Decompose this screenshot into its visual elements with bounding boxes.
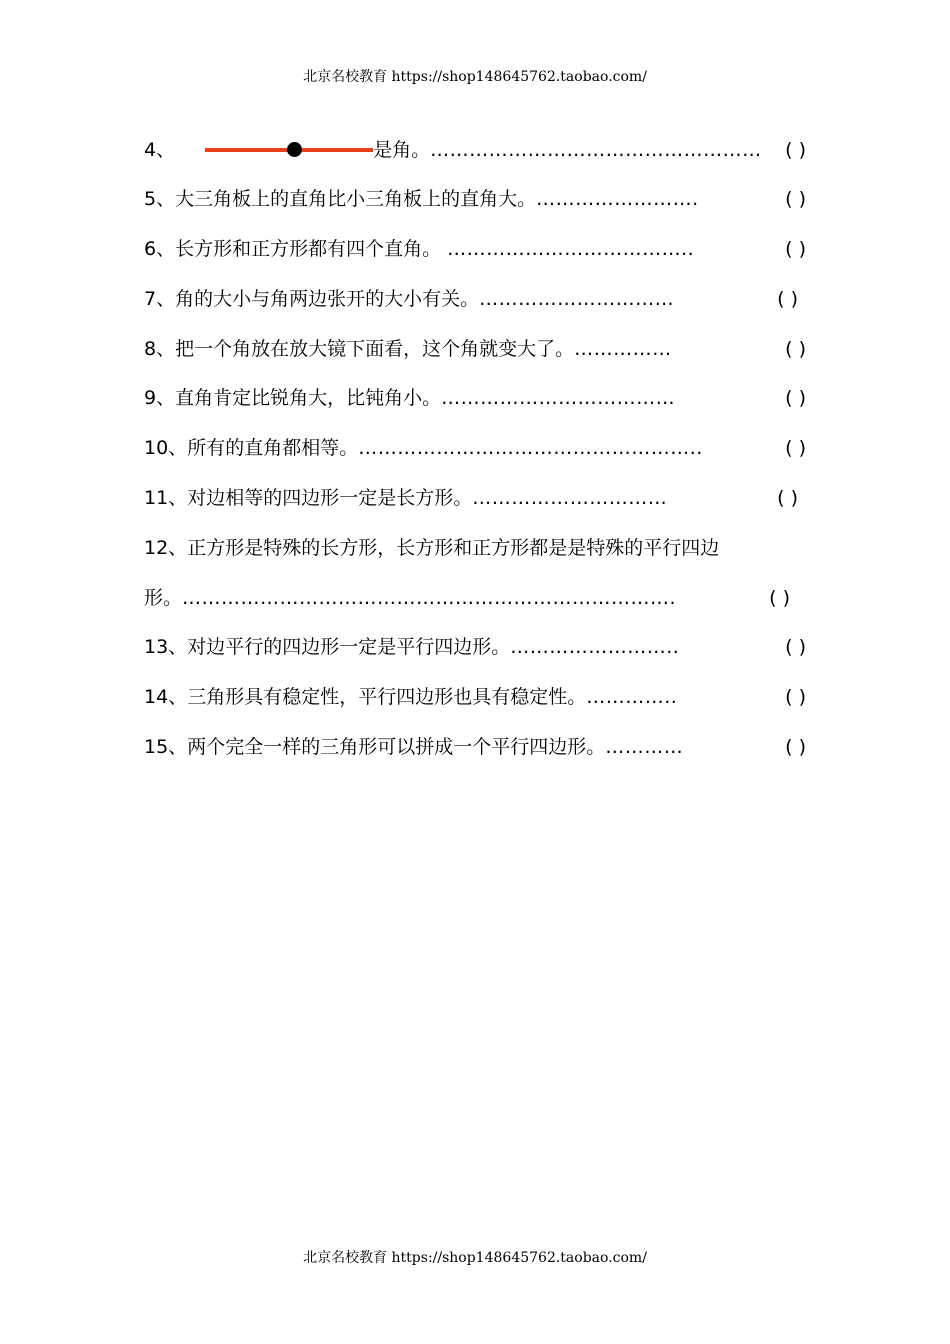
- answer-blank[interactable]: ( ): [785, 736, 806, 758]
- question-number: 10、: [144, 437, 188, 459]
- question-7: [144, 286, 806, 312]
- question-text: 直角肯定比锐角大，比钝角小。: [175, 387, 442, 409]
- leader-dots: ……………………..: [510, 636, 680, 658]
- question-text: 两个完全一样的三角形可以拼成一个平行四边形。: [187, 736, 606, 758]
- question-15: [144, 734, 806, 760]
- endpoint-dot: [287, 142, 302, 157]
- answer-blank[interactable]: ( ): [777, 487, 798, 509]
- question-text: 形。: [144, 587, 183, 609]
- answer-blank[interactable]: ( ): [785, 188, 806, 210]
- question-11: [144, 485, 806, 511]
- leader-dots: ……………: [574, 338, 672, 360]
- answer-blank[interactable]: ( ): [785, 338, 806, 360]
- leader-dots: ………………………………..: [447, 238, 695, 260]
- question-text: 正方形是特殊的长方形，长方形和正方形都是是特殊的平行四边: [187, 537, 720, 559]
- answer-blank[interactable]: ( ): [785, 139, 806, 161]
- leader-dots: …………..: [586, 686, 678, 708]
- question-number: 4、: [144, 139, 176, 161]
- question-4: [144, 137, 806, 163]
- question-number: 6、: [144, 238, 176, 260]
- answer-blank[interactable]: ( ): [769, 587, 790, 609]
- leader-dots: …………………………: [472, 487, 668, 509]
- question-text: 把一个角放在放大镜下面看，这个角就变大了。: [175, 338, 575, 360]
- question-text: 对边相等的四边形一定是长方形。: [187, 487, 473, 509]
- question-5: [144, 186, 806, 212]
- leader-dots: …………………….: [536, 188, 699, 210]
- question-number: 15、: [144, 736, 188, 758]
- answer-blank[interactable]: ( ): [785, 437, 806, 459]
- question-number: 13、: [144, 636, 188, 658]
- answer-blank[interactable]: ( ): [777, 288, 798, 310]
- question-text: 角的大小与角两边张开的大小有关。: [175, 288, 480, 310]
- question-text: 所有的直角都相等。: [187, 437, 359, 459]
- question-number: 7、: [144, 288, 176, 310]
- answer-blank[interactable]: ( ): [785, 686, 806, 708]
- page-header: 北京名校教育 https://shop148645762.taobao.com/: [303, 69, 647, 85]
- question-text: 对边平行的四边形一定是平行四边形。: [187, 636, 511, 658]
- question-text: 是角。: [373, 139, 431, 161]
- leader-dots: ……………………………………………: [430, 139, 762, 161]
- question-text: 大三角板上的直角比小三角板上的直角大。: [175, 188, 537, 210]
- answer-blank[interactable]: ( ): [785, 387, 806, 409]
- question-text: 三角形具有稳定性，平行四边形也具有稳定性。: [187, 686, 587, 708]
- answer-blank[interactable]: ( ): [785, 238, 806, 260]
- leader-dots: ………………………………………………………………….: [182, 587, 677, 609]
- question-13: [144, 634, 806, 660]
- question-10: [144, 435, 806, 461]
- answer-blank[interactable]: ( ): [785, 636, 806, 658]
- question-14: [144, 684, 806, 710]
- leader-dots: ……………………………………………..: [358, 437, 703, 459]
- question-8: [144, 336, 806, 362]
- question-number: 11、: [144, 487, 188, 509]
- leader-dots: ………………………………: [441, 387, 676, 409]
- question-number: 14、: [144, 686, 188, 708]
- question-number: 12、: [144, 537, 188, 559]
- ray-figure: [205, 139, 373, 159]
- page-footer: 北京名校教育 https://shop148645762.taobao.com/: [303, 1250, 647, 1266]
- leader-dots: …………: [605, 736, 684, 758]
- question-number: 8、: [144, 338, 176, 360]
- question-text: 长方形和正方形都有四个直角。: [175, 238, 448, 260]
- leader-dots: …………………………: [479, 288, 675, 310]
- question-12-continued: [144, 585, 806, 611]
- question-number: 5、: [144, 188, 176, 210]
- question-9: [144, 385, 806, 411]
- question-12: [144, 535, 806, 561]
- question-number: 9、: [144, 387, 176, 409]
- question-6: [144, 236, 806, 262]
